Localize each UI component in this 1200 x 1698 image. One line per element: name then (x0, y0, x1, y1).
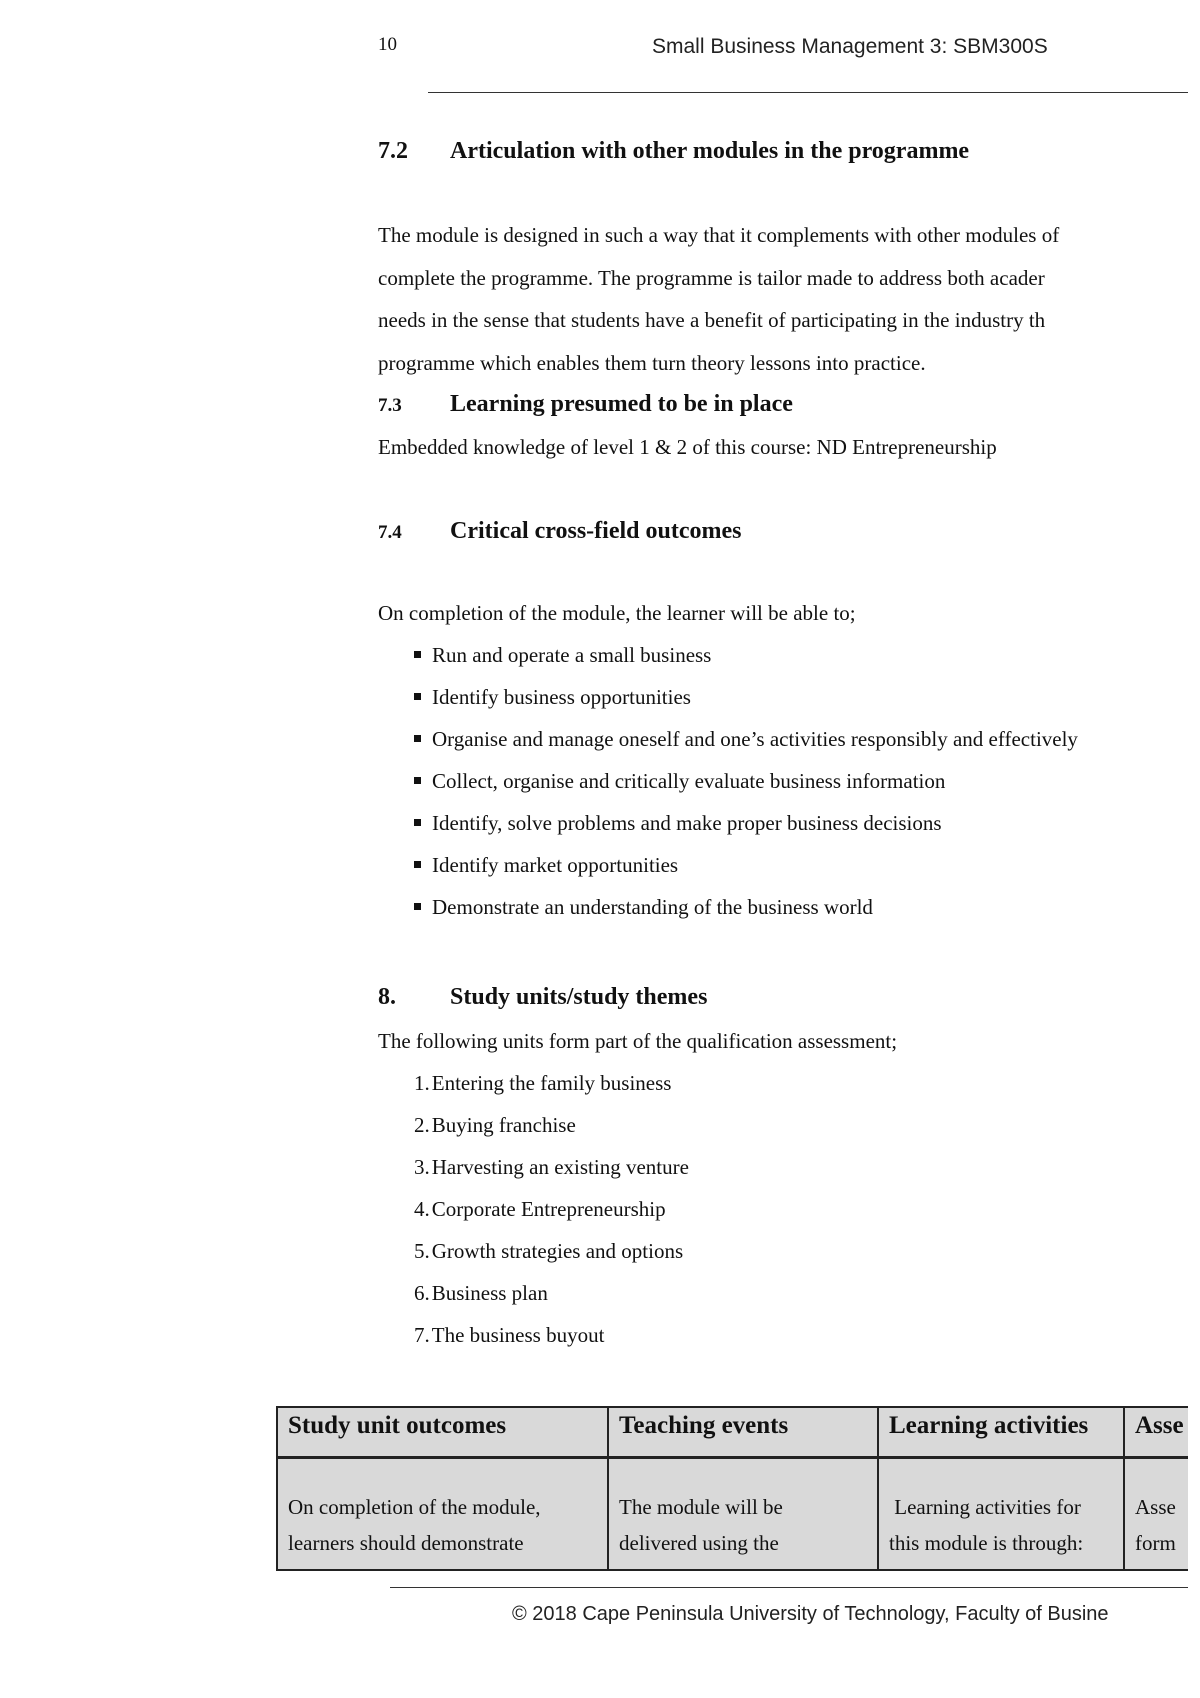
table-header-cell: Teaching events (608, 1407, 878, 1458)
bullet-icon (414, 693, 421, 700)
cell-line: On completion of the module, (288, 1495, 541, 1519)
list-item (414, 1314, 689, 1356)
paragraph-line: The module is designed in such a way that it complements with other modules of (378, 223, 1060, 247)
page-number: 10 (378, 34, 397, 55)
section-heading-7-4 (378, 518, 741, 545)
footer-rule (390, 1587, 1188, 1588)
list-number: 1. (414, 1071, 430, 1095)
paragraph-line: needs in the sense that students have a benefit of participating in the industry th (378, 308, 1046, 332)
cell-line: delivered using the (619, 1531, 779, 1555)
bullet-icon (414, 861, 421, 868)
list-item (414, 1230, 689, 1272)
paragraph-line: On completion of the module, the learner will be able to; (378, 601, 856, 625)
table-cell (608, 1458, 878, 1571)
list-item-text: Run and operate a small business (432, 643, 712, 667)
list-item (414, 802, 1078, 844)
cell-line: The module will be (619, 1495, 783, 1519)
section-title: Learning presumed to be in place (450, 391, 793, 417)
list-item-text: Collect, organise and critically evaluate business information (432, 769, 946, 793)
list-item (414, 886, 1078, 928)
list-number: 5. (414, 1239, 430, 1263)
list-item (414, 844, 1078, 886)
table-cell (277, 1458, 608, 1571)
bullet-list-outcomes (414, 634, 1078, 928)
list-item-text: Buying franchise (431, 1113, 576, 1137)
table-cell (878, 1458, 1124, 1571)
list-item (414, 1272, 689, 1314)
cell-line: this module is through: (889, 1531, 1084, 1555)
list-item (414, 1062, 689, 1104)
paragraph-outcomes-intro (378, 592, 1188, 635)
section-number: 7.4 (378, 522, 402, 543)
section-title: Articulation with other modules in the programme (450, 138, 970, 164)
section-heading-7-2 (378, 138, 969, 165)
table-cell (1124, 1458, 1188, 1571)
list-item-text: Identify market opportunities (432, 853, 679, 877)
paragraph-line: The following units form part of the qualification assessment; (378, 1029, 898, 1053)
outcomes-table (276, 1406, 1188, 1571)
list-item-text: Identify, solve problems and make proper business decisions (432, 811, 942, 835)
bullet-icon (414, 903, 421, 910)
list-number: 2. (414, 1113, 430, 1137)
list-item-text: Identify business opportunities (432, 685, 691, 709)
cell-line: Learning activities for (889, 1495, 1081, 1519)
list-item (414, 760, 1078, 802)
table-header-cell: Asse (1124, 1407, 1188, 1458)
section-number: 7.3 (378, 395, 402, 416)
cell-line: form (1135, 1531, 1176, 1555)
bullet-icon (414, 735, 421, 742)
list-item (414, 1146, 689, 1188)
list-item (414, 718, 1078, 760)
table-header-cell: Study unit outcomes (277, 1407, 608, 1458)
list-item-text: Business plan (431, 1281, 548, 1305)
section-number: 7.2 (378, 138, 408, 164)
list-item (414, 676, 1078, 718)
paragraph-line: Embedded knowledge of level 1 & 2 of this course: ND Entrepreneurship (378, 435, 997, 459)
list-item-text: Harvesting an existing venture (431, 1155, 689, 1179)
section-title: Critical cross-field outcomes (450, 518, 742, 544)
bullet-icon (414, 777, 421, 784)
list-item-text: Entering the family business (431, 1071, 672, 1095)
numbered-list-units (414, 1062, 689, 1356)
paragraph-line: complete the programme. The programme is tailor made to address both acader (378, 265, 1045, 290)
paragraph-units-intro (378, 1020, 1188, 1063)
section-heading-7-3 (378, 391, 793, 418)
list-number: 4. (414, 1197, 430, 1221)
list-item-text: Demonstrate an understanding of the business world (432, 895, 873, 919)
list-item-text: Organise and manage oneself and one’s activities responsibly and effectively (432, 727, 1078, 751)
list-item-text: Growth strategies and options (431, 1239, 684, 1263)
cell-line: learners should demonstrate (288, 1531, 524, 1555)
list-number: 6. (414, 1281, 430, 1305)
running-header: Small Business Management 3: SBM300S (652, 35, 1048, 58)
paragraph-line: programme which enables them turn theory lessons into practice. (378, 350, 926, 375)
list-item (414, 1188, 689, 1230)
list-item-text: Corporate Entrepreneurship (431, 1197, 666, 1221)
section-title: Study units/study themes (450, 984, 708, 1010)
section-heading-8 (378, 984, 707, 1011)
list-item (414, 1104, 689, 1146)
section-number: 8. (378, 984, 396, 1010)
paragraph-articulation (378, 214, 1188, 384)
header-rule (428, 92, 1188, 93)
bullet-icon (414, 651, 421, 658)
cell-line: Asse (1135, 1495, 1176, 1519)
list-item (414, 634, 1078, 676)
table-row (277, 1458, 1188, 1571)
paragraph-learning-presumed (378, 426, 1188, 469)
list-item-text: The business buyout (431, 1323, 605, 1347)
list-number: 3. (414, 1155, 430, 1179)
bullet-icon (414, 819, 421, 826)
copyright-footer: © 2018 Cape Peninsula University of Technology, Faculty of Busine (512, 1603, 1109, 1625)
list-number: 7. (414, 1323, 430, 1347)
table-header-row (277, 1407, 1188, 1458)
table-header-cell: Learning activities (878, 1407, 1124, 1458)
